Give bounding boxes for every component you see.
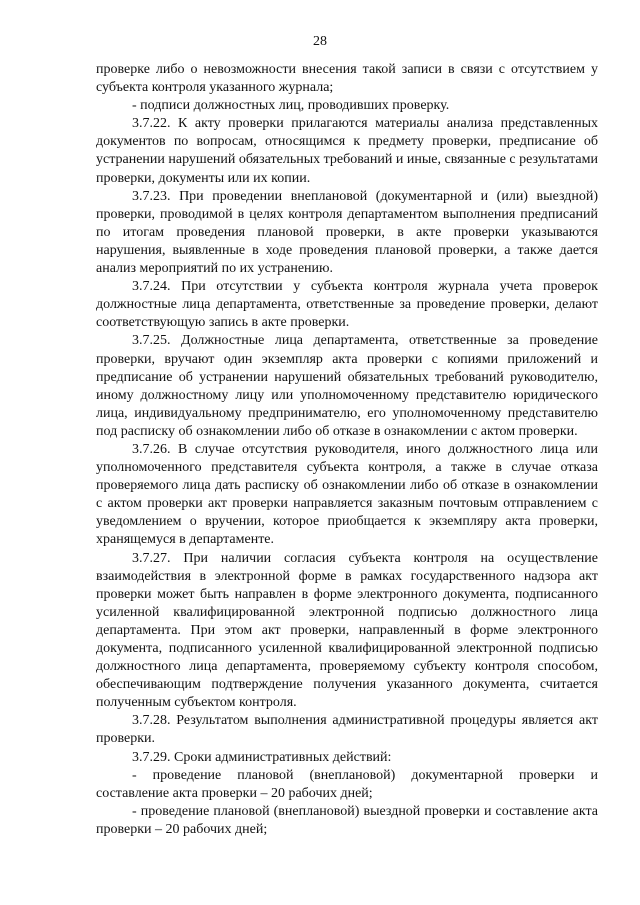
paragraph-continuation: проверке либо о невозможности внесения такой записи в связи с отсутствием у субъекта контроля указанного журнала; [96, 62, 598, 96]
paragraph-3-7-27: 3.7.27. При наличии согласия субъекта контроля на осуществление взаимодействия в электронной форме в рамках государственного надзора акт проверки может быть направлен в форме электронного документа, подписанного усиленной квалифицированной электронной подписью должностного лица департамента. При этом акт проверки, направленный в форме электронного документа, подписанного усиленной квалифицированной электронной подписью должностного лица департамента, проверяемому субъекту контроля способом, обеспечивающим подтверждение получения указанного документа, считается полученным субъектом контроля. [96, 550, 598, 711]
list-item-field-inspection: - проведение плановой (внеплановой) выездной проверки и составление акта проверки – 20 рабочих дней; [96, 803, 598, 837]
paragraph-3-7-26: 3.7.26. В случае отсутствия руководителя, иного должностного лица или уполномоченного представителя субъекта контроля, а также в случае отказа проверяемого лица дать расписку об ознакомлении либо об отказе в ознакомлении с актом проверки акт проверки направляется заказным почтовым отправлением с уведомлением о вручении, которое приобщается к экземпляру акта проверки, хранящемуся в департаменте. [96, 441, 598, 548]
list-item-documentary-inspection: - проведение плановой (внеплановой) документарной проверки и составление акта проверки – 20 рабочих дней; [96, 767, 598, 801]
paragraph-3-7-29: 3.7.29. Сроки административных действий: [132, 749, 392, 765]
paragraph-3-7-22: 3.7.22. К акту проверки прилагаются материалы анализа представленных документов по вопросам, относящимся к предмету проверки, предписание об устранении нарушений обязательных требований и иные, связанные с результатами проверки, документы или их копии. [96, 116, 598, 186]
page-number: 28 [313, 34, 327, 49]
paragraph-3-7-24: 3.7.24. При отсутствии у субъекта контроля журнала учета проверок должностные лица департамента, ответственные за проведение проверки, делают соответствующую запись в акте проверки. [96, 279, 598, 331]
document-body [96, 61, 598, 839]
paragraph-3-7-23: 3.7.23. При проведении внеплановой (документарной и (или) выездной) проверки, проводимой в целях контроля департаментом выполнения предписаний по итогам проведения плановой проверки, в акте проверки указываются нарушения, выявленные в ходе проведения плановой проверки, а также дается анализ мероприятий по их устранению. [96, 188, 598, 277]
paragraph-signatures-item: - подписи должностных лиц, проводивших проверку. [132, 98, 450, 114]
paragraph-3-7-28: 3.7.28. Результатом выполнения административной процедуры является акт проверки. [96, 713, 598, 747]
paragraph-3-7-25: 3.7.25. Должностные лица департамента, ответственные за проведение проверки, вручают один экземпляр акта проверки с копиями приложений и предписание об устранении нарушений обязательных требований руководителю, иному должностному лицу или уполномоченному представителю юридического лица, индивидуальному предпринимателю, его уполномоченному представителю под расписку об ознакомлении либо об отказе в ознакомлении с актом проверки. [96, 333, 598, 439]
